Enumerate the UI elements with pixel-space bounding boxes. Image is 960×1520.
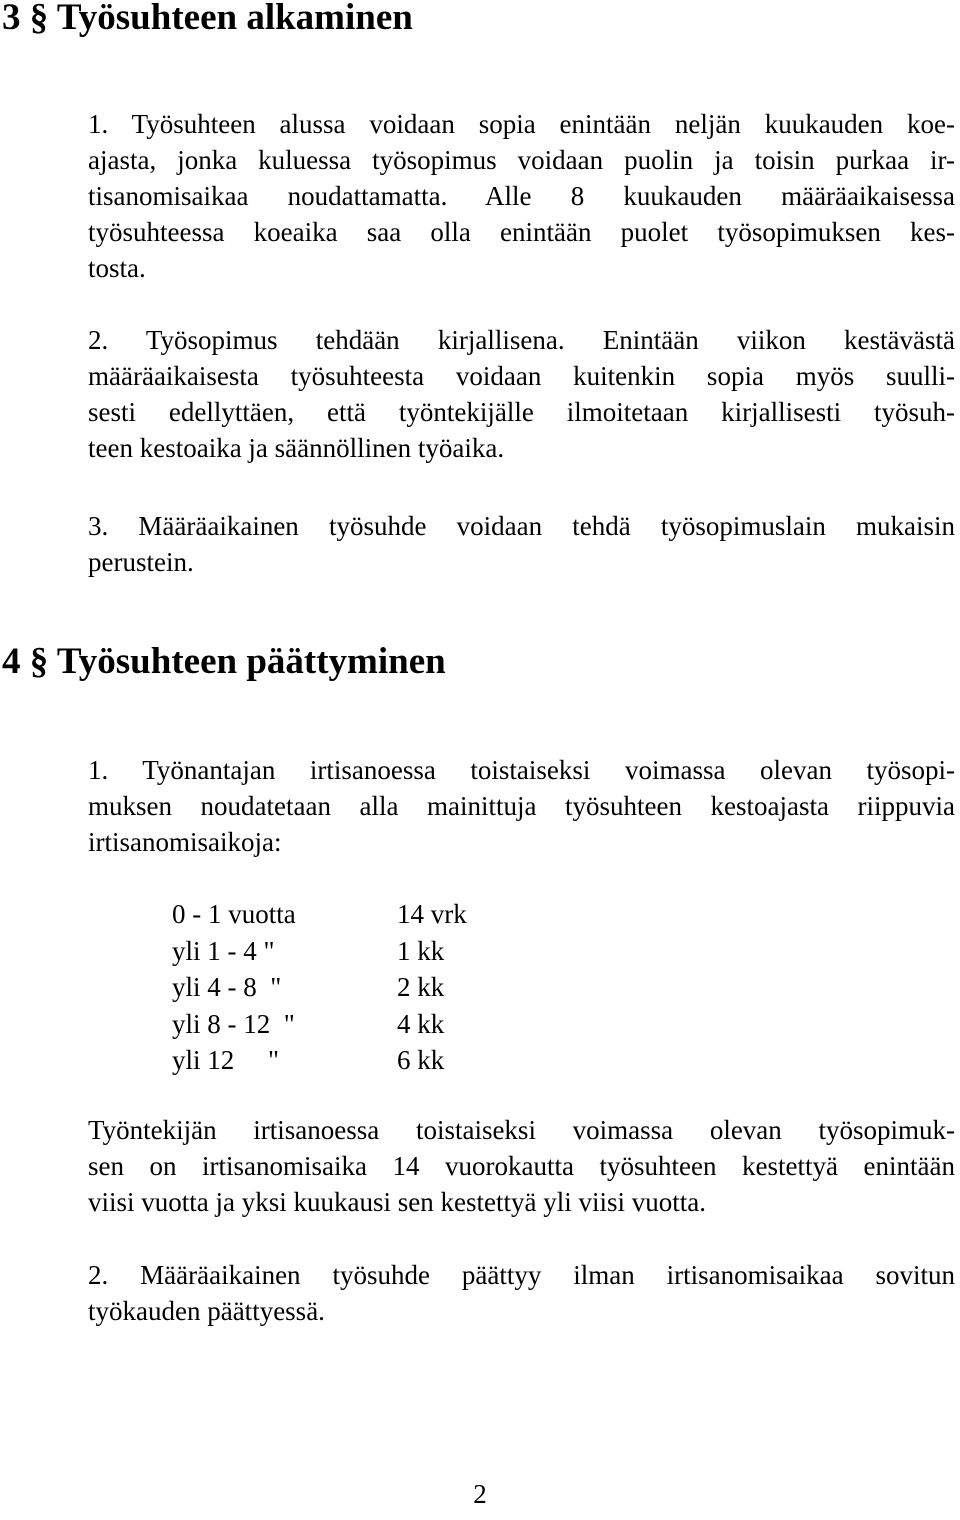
text-line: 2. Määräaikainen työsuhde päättyy ilman irtisanomisaikaa sovitun — [88, 1260, 955, 1290]
text-line: teen kestoaika ja säännöllinen työaika. — [88, 433, 505, 463]
table-row — [172, 1006, 537, 1043]
table-row — [172, 933, 537, 970]
text-line: tisanomisaikaa noudattamatta. Alle 8 kuukauden määräaikaisessa — [88, 181, 955, 211]
section-4-paragraph-1 — [88, 752, 955, 860]
table-row — [172, 896, 537, 933]
section-4-number: 4 — [2, 641, 21, 682]
text-line: tosta. — [88, 253, 146, 283]
text-line: 2. Työsopimus tehdään kirjallisena. Enintään viikon kestävästä — [88, 325, 955, 355]
text-line: 3. Määräaikainen työsuhde voidaan tehdä työsopimuslain mukaisin — [88, 511, 955, 541]
table-row — [172, 1042, 537, 1079]
notice-period: 6 kk — [397, 1045, 445, 1075]
section-3-paragraph-1 — [88, 106, 955, 286]
text-line: viisi vuotta ja yksi kuukausi sen kestettyä yli viisi vuotta. — [88, 1187, 706, 1217]
text-line: 1. Työsuhteen alussa voidaan sopia enintään neljän kuukauden koe- — [88, 109, 955, 139]
text-line: 1. Työnantajan irtisanoessa toistaiseksi voimassa olevan työsopi- — [88, 755, 955, 785]
text-line: irtisanomisaikoja: — [88, 827, 282, 857]
text-line: Työntekijän irtisanoessa toistaiseksi voimassa olevan työsopimuk- — [88, 1115, 955, 1145]
employment-duration: yli 1 - 4 " — [172, 935, 275, 966]
notice-period: 4 kk — [397, 1008, 445, 1039]
section-symbol: § — [29, 641, 49, 682]
section-4-title: Työsuhteen päättyminen — [56, 641, 446, 682]
section-3-heading — [2, 0, 413, 38]
text-line: ajasta, jonka kuluessa työsopimus voidaan puolin ja toisin purkaa ir- — [88, 145, 955, 175]
page-number: 2 — [473, 1479, 487, 1509]
employment-duration: yli 8 - 12 " — [172, 1008, 295, 1039]
employment-duration: yli 4 - 8 " — [172, 972, 282, 1002]
text-line: sesti edellyttäen, että työntekijälle ilmoitetaan kirjallisesti työsuh- — [88, 397, 955, 427]
notice-period: 1 kk — [397, 935, 445, 966]
section-4-paragraph-2 — [88, 1257, 955, 1329]
table-row — [172, 969, 537, 1006]
section-symbol: § — [29, 0, 49, 38]
notice-period-table — [172, 896, 537, 1079]
section-3-paragraph-2 — [88, 322, 955, 466]
employment-duration: 0 - 1 vuotta — [172, 899, 296, 929]
section-3-paragraph-3 — [88, 508, 955, 580]
employment-duration: yli 12 " — [172, 1045, 280, 1075]
text-line: sen on irtisanomisaika 14 vuorokautta työsuhteen kestettyä enintään — [88, 1151, 955, 1181]
text-line: työsuhteessa koeaika saa olla enintään puolet työsopimuksen kes- — [88, 217, 955, 247]
notice-period: 14 vrk — [397, 899, 467, 929]
employee-notice-paragraph — [88, 1112, 955, 1220]
notice-period: 2 kk — [397, 972, 445, 1002]
text-line: perustein. — [88, 547, 194, 577]
text-line: määräaikaisesta työsuhteesta voidaan kuitenkin sopia myös suulli- — [88, 361, 955, 391]
section-3-title: Työsuhteen alkaminen — [56, 0, 413, 38]
text-line: työkauden päättyessä. — [88, 1296, 325, 1326]
section-3-number: 3 — [2, 0, 21, 38]
text-line: muksen noudatetaan alla mainittuja työsuhteen kestoajasta riippuvia — [88, 791, 955, 821]
section-4-heading — [2, 642, 446, 682]
